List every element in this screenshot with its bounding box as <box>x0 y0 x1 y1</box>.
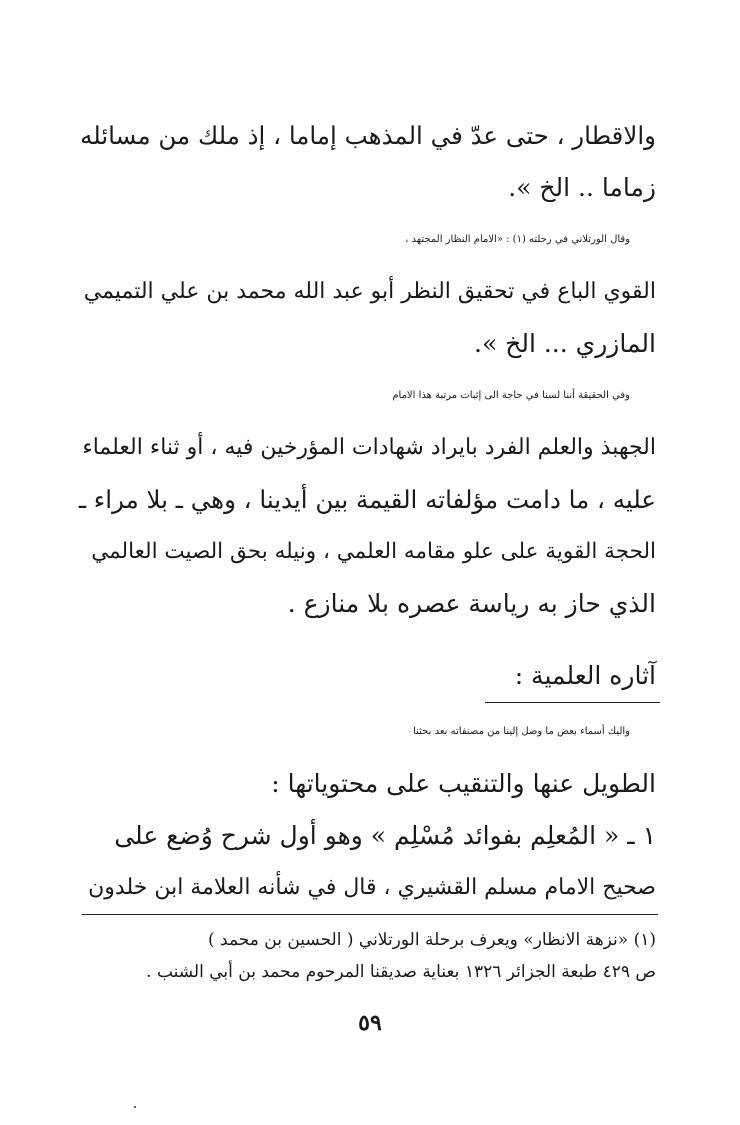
body-line-11: واليك أسماء بعض ما وصل إلينا من مصنفاته بعد بحثنا <box>413 726 630 737</box>
body-line-1: والاقطار ، حتى عدّ في المذهب إماما ، إذ ملك من مسائله <box>80 121 656 150</box>
body-line-3: وقال الورتلاني في رحلته (١) : «الامام النظار المجتهد ، <box>405 234 630 245</box>
body-line-10: الذي حاز به رياسة عصره بلا منازع . <box>287 589 656 618</box>
body-text-top <box>80 110 656 630</box>
body-line-8: عليه ، ما دامت مؤلفاته القيمة بين أيدينا ، وهي ـ بلا مراء ـ <box>78 485 656 514</box>
section-heading: آثاره العلمية : <box>514 661 656 690</box>
body-line-12: الطويل عنها والتنقيب على محتوياتها : <box>271 769 656 798</box>
footnotes <box>80 924 656 988</box>
body-line-14: صحيح الامام مسلم القشيري ، قال في شأنه العلامة ابن خلدون <box>88 875 656 900</box>
footnote-line-2: ص ٤٢٩ طبعة الجزائر ١٣٢٦ بعناية صديقنا المرحوم محمد بن أبي الشنب . <box>146 962 656 982</box>
body-line-5: المازري ... الخ ». <box>474 329 656 358</box>
heading-underline <box>485 702 660 703</box>
body-line-6: وفي الحقيقة أننا لسنا في حاجة الى إثبات مرتبة هذا الامام <box>392 390 630 401</box>
body-line-7: الجهبذ والعلم الفرد بايراد شهادات المؤرخين فيه ، أو ثناء العلماء <box>82 435 656 460</box>
body-text-bottom <box>80 706 656 914</box>
scan-speck <box>134 1106 136 1108</box>
body-line-4: القوي الباع في تحقيق النظر أبو عبد الله محمد بن علي التميمي <box>83 279 656 304</box>
footnote-divider <box>82 914 658 915</box>
body-line-13: ١ ـ « المُعلِم بفوائد مُسْلِم » وهو أول شرح وُضع على <box>114 821 656 850</box>
page-number: ٥٩ <box>358 1010 382 1036</box>
body-line-2: زماما .. الخ ». <box>508 173 656 202</box>
footnote-line-1: (١) «نزهة الانظار» ويعرف برحلة الورتلاني ( الحسين بن محمد ) <box>208 930 656 950</box>
body-line-9: الحجة القوية على علو مقامه العلمي ، ونيله بحق الصيت العالمي <box>91 539 656 564</box>
